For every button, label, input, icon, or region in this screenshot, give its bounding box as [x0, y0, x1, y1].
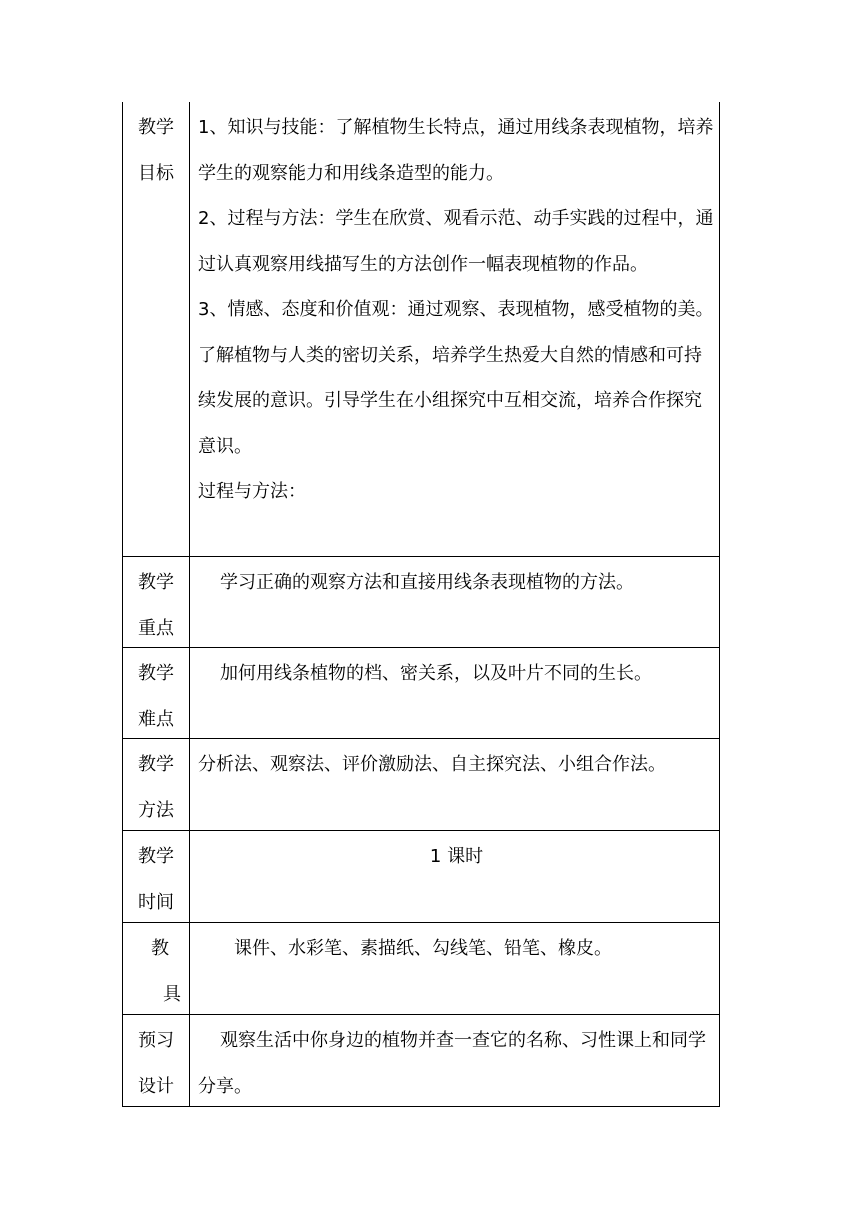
objectives-content [190, 102, 719, 556]
table-row-teaching-objectives [123, 102, 719, 556]
objective-attitude: 3、情感、态度和价值观：通过观察、表现植物，感受植物的美。了解植物与人类的密切关系，培养学生热爱大自然的情感和可持续发展的意识。引导学生在小组探究中互相交流，培养合作探究意识。 [198, 299, 714, 457]
lesson-plan-table [122, 102, 720, 1107]
row-label: 教 具 [123, 923, 190, 1014]
table-row-key-points [123, 556, 719, 647]
table-row-teaching-aids [123, 922, 719, 1014]
table-row-difficulties [123, 647, 719, 738]
row-label: 教学 重点 [123, 557, 190, 647]
objective-knowledge: 1、知识与技能：了解植物生长特点，通过用线条表现植物，培养学生的观察能力和用线条造型的能力。 [198, 117, 714, 184]
row-label: 教学 目标 [123, 102, 190, 556]
teaching-aids-content: 课件、水彩笔、素描纸、勾线笔、铅笔、橡皮。 [234, 938, 612, 959]
duration-content: 1 课时 [429, 846, 484, 867]
methods-content: 分析法、观察法、评价激励法、自主探究法、小组合作法。 [198, 754, 666, 775]
row-label: 教学 难点 [123, 648, 190, 738]
row-label: 教学 时间 [123, 831, 190, 922]
table-row-duration [123, 830, 719, 922]
table-row-preview-design [123, 1014, 719, 1106]
key-points-content: 学习正确的观察方法和直接用线条表现植物的方法。 [220, 572, 634, 593]
table-row-methods [123, 738, 719, 830]
row-label: 教学 方法 [123, 739, 190, 830]
preview-design-content: 观察生活中你身边的植物并查一查它的名称、习性课上和同学分享。 [198, 1030, 706, 1097]
row-label: 预习 设计 [123, 1015, 190, 1106]
objective-process-repeat: 过程与方法： [198, 481, 306, 502]
difficulties-content: 加何用线条植物的档、密关系，以及叶片不同的生长。 [220, 663, 652, 684]
objective-process: 2、过程与方法：学生在欣赏、观看示范、动手实践的过程中，通过认真观察用线描写生的方法创作一幅表现植物的作品。 [198, 208, 714, 275]
